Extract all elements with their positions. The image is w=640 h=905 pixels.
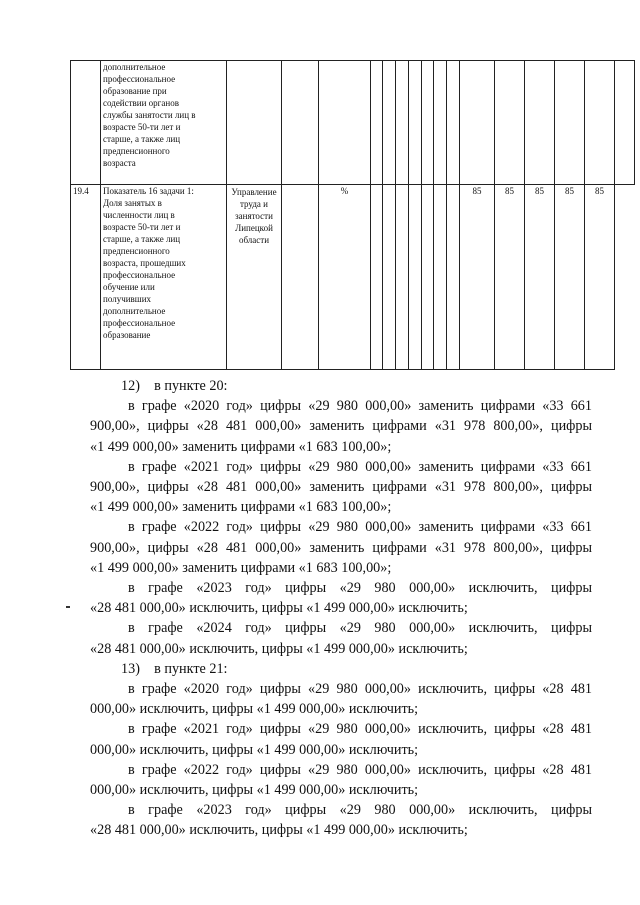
text-line: в графе «2022 год» цифры «29 980 000,00» заменить цифрами «33 661 <box>128 519 592 536</box>
text-line: «28 481 000,00» исключить, цифры «1 499 000,00» исключить; <box>90 640 468 657</box>
indicator-name-line: службы занятости лиц в <box>103 110 196 120</box>
indicator-name-line: численности лиц в <box>103 210 175 220</box>
value-cell: 85 <box>525 185 555 370</box>
responsible-org-line: Управление <box>231 187 277 197</box>
text-line: «28 481 000,00» исключить, цифры «1 499 000,00» исключить; <box>90 600 468 617</box>
text-line: 13) в пункте 21: <box>121 660 228 677</box>
indicator-name-line: содействии органов <box>103 98 179 108</box>
responsible-org-line: Липецкой <box>235 223 273 233</box>
indicator-name-cell <box>101 61 227 185</box>
indicator-name-line: образование <box>103 330 151 340</box>
text-line: 000,00» исключить, цифры «1 499 000,00» исключить; <box>90 701 419 718</box>
value-cell: 85 <box>585 185 615 370</box>
unit-cell <box>282 61 319 185</box>
org-cell <box>227 61 282 185</box>
responsible-org-cell <box>227 185 282 370</box>
indicator-name-line: старше, а также лиц <box>103 234 181 244</box>
text-line: 900,00», цифры «28 481 000,00» заменить цифрами «31 978 800,00», цифры <box>90 479 592 496</box>
indicator-name-line: предпенсионного <box>103 246 170 256</box>
text-line: «1 499 000,00» заменить цифрами «1 683 100,00»; <box>90 499 392 516</box>
value-cell: 85 <box>460 185 495 370</box>
indicator-name-line: Доля занятых в <box>103 198 162 208</box>
text-line: в графе «2024 год» цифры «29 980 000,00» исключить, цифры <box>128 620 592 637</box>
indicator-name-line: возрасте 50-ти лет и <box>103 122 181 132</box>
text-line: 900,00», цифры «28 481 000,00» заменить цифрами «31 978 800,00», цифры <box>90 539 592 556</box>
row-number-cell <box>71 61 101 185</box>
indicator-name-line: предпенсионного <box>103 146 170 156</box>
indicator-name-line: профессиональное <box>103 318 176 328</box>
indicator-name-line: дополнительное <box>103 306 166 316</box>
indicator-name-lines <box>103 61 224 169</box>
indicator-name-line: обучение или <box>103 282 155 292</box>
text-line: 900,00», цифры «28 481 000,00» заменить цифрами «31 978 800,00», цифры <box>90 418 592 435</box>
text-line: 000,00» исключить, цифры «1 499 000,00» исключить; <box>90 741 419 758</box>
margin-mark <box>66 606 70 608</box>
indicator-name-line: дополнительное <box>103 62 166 72</box>
indicator-name-cell <box>101 185 227 370</box>
table-row-19-4 <box>71 185 635 370</box>
indicator-name-line: Показатель 16 задачи 1: <box>103 186 194 196</box>
indicator-name-line: возрасте 50-ти лет и <box>103 222 181 232</box>
row-number-cell: 19.4 <box>71 185 101 370</box>
text-line: в графе «2021 год» цифры «29 980 000,00» заменить цифрами «33 661 <box>128 458 592 475</box>
indicator-name-line: получивших <box>103 294 152 304</box>
indicator-table <box>70 60 635 370</box>
amendment-text <box>90 376 592 841</box>
text-line: 12) в пункте 20: <box>121 378 228 394</box>
indicator-name-line: старше, а также лиц <box>103 134 181 144</box>
text-line: в графе «2021 год» цифры «29 980 000,00» исключить, цифры «28 481 <box>128 721 592 738</box>
indicator-name-line: профессиональное <box>103 270 176 280</box>
text-line: «1 499 000,00» заменить цифрами «1 683 100,00»; <box>90 438 392 455</box>
indicator-name-line: возраста, прошедших <box>103 258 186 268</box>
unit-cell: % <box>319 185 371 370</box>
indicator-name-lines <box>103 185 224 341</box>
text-line: «28 481 000,00» исключить, цифры «1 499 000,00» исключить; <box>90 822 468 839</box>
responsible-org-line: занятости <box>235 211 273 221</box>
text-line: в графе «2023 год» цифры «29 980 000,00» исключить, цифры <box>128 802 592 819</box>
indicator-name-line: профессиональное <box>103 74 176 84</box>
responsible-org-lines <box>229 185 279 246</box>
text-line: 000,00» исключить, цифры «1 499 000,00» исключить; <box>90 782 419 799</box>
text-line: в графе «2020 год» цифры «29 980 000,00» исключить, цифры «28 481 <box>128 681 592 698</box>
text-line: в графе «2023 год» цифры «29 980 000,00» исключить, цифры <box>128 580 592 597</box>
text-line: в графе «2020 год» цифры «29 980 000,00» заменить цифрами «33 661 <box>128 398 592 415</box>
text-line: в графе «2022 год» цифры «29 980 000,00» исключить, цифры «28 481 <box>128 761 592 778</box>
responsible-org-line: труда и <box>240 199 268 209</box>
text-line: «1 499 000,00» заменить цифрами «1 683 100,00»; <box>90 559 392 576</box>
table-row-continuation <box>71 61 635 185</box>
indicator-name-line: образование при <box>103 86 167 96</box>
value-cell: 85 <box>495 185 525 370</box>
responsible-org-line: области <box>238 235 270 245</box>
indicator-name-line: возраста <box>103 158 136 168</box>
value-cell: 85 <box>555 185 585 370</box>
